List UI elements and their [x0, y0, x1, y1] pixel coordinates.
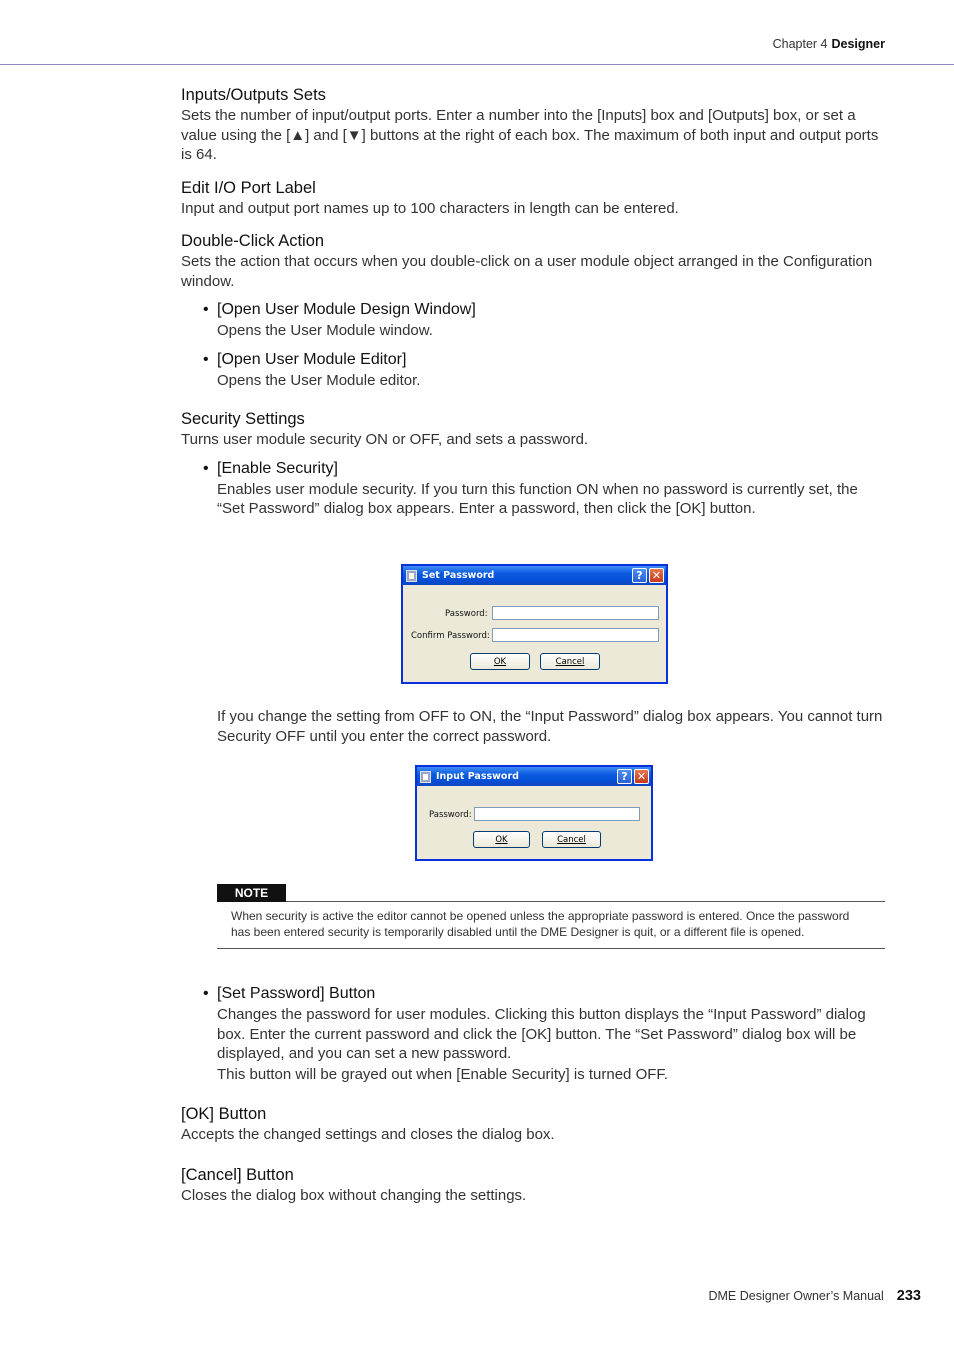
lower-content — [181, 983, 886, 1217]
note-badge: NOTE — [217, 884, 286, 902]
section-body: Input and output port names up to 100 characters in length can be entered. — [181, 199, 679, 217]
main-content — [181, 84, 886, 531]
cancel-button[interactable]: Cancel — [542, 831, 601, 848]
bullet-desc: Opens the User Module editor. — [217, 371, 421, 389]
manual-title: DME Designer Owner’s Manual — [708, 1289, 884, 1303]
bullet-title: • [Open User Module Editor] — [203, 349, 886, 370]
confirm-password-field[interactable] — [492, 628, 659, 642]
chapter-title: Designer — [831, 37, 885, 51]
section-title: [OK] Button — [181, 1105, 267, 1123]
note-text: When security is active the editor cannot be opened unless the appropriate password is entered. Once the password has been entered security is temporarily disabled until the DME Designer is quit, or a different file is opened. — [217, 902, 885, 949]
page-number: 233 — [896, 1288, 921, 1304]
bullet-title: • [Open User Module Design Window] — [203, 299, 886, 320]
section-body: Closes the dialog box without changing the settings. — [181, 1186, 527, 1204]
bullet-title: • [Set Password] Button — [203, 983, 886, 1004]
section-double-click — [181, 230, 886, 390]
section-title: Inputs/Outputs Sets — [181, 86, 326, 104]
dialog-titlebar — [417, 767, 651, 786]
input-password-dialog — [415, 765, 653, 861]
bullet-title: • [Enable Security] — [203, 458, 886, 479]
section-body: Turns user module security ON or OFF, and sets a password. — [181, 431, 589, 448]
section-ok-button — [181, 1103, 886, 1145]
section-title: [Cancel] Button — [181, 1165, 294, 1184]
section-edit-io-label — [181, 177, 886, 219]
section-io-sets — [181, 84, 886, 165]
dialog-titlebar — [403, 566, 666, 585]
ok-button[interactable]: OK — [470, 653, 530, 670]
section-body: Sets the number of input/output ports. Enter a number into the [Inputs] box and [Outputs] box, or set a value using the [▲] and [▼] buttons at the right of each box. The maximum of both input and output ports is 64. — [181, 107, 879, 163]
bullet-item — [203, 458, 886, 519]
page-header — [0, 0, 954, 65]
ok-button[interactable]: OK — [473, 831, 530, 848]
app-icon — [406, 570, 417, 582]
section-title: Security Settings — [181, 410, 305, 428]
bullet-desc-2: This button will be grayed out when [Enable Security] is turned OFF. — [217, 1065, 669, 1083]
close-icon[interactable]: ✕ — [634, 769, 649, 784]
help-icon[interactable]: ? — [617, 769, 632, 784]
running-header — [773, 37, 885, 51]
chapter-label: Chapter 4 — [772, 37, 828, 51]
section-cancel-button — [181, 1164, 886, 1206]
dialog-title: Input Password — [436, 771, 519, 782]
bullet-desc: Opens the User Module window. — [217, 322, 433, 339]
bullet-item — [203, 299, 886, 341]
password-field[interactable] — [492, 606, 659, 620]
section-body: Accepts the changed settings and closes the dialog box. — [181, 1126, 555, 1143]
set-password-dialog — [401, 564, 668, 684]
help-icon[interactable]: ? — [632, 568, 647, 583]
close-icon[interactable]: ✕ — [649, 568, 664, 583]
bullet-desc: Changes the password for user modules. Clicking this button displays the “Input Password” dialog box. Enter the current password and click the [OK] button. The “Set Password” dialog box will be displayed, and you can set a new password. — [217, 1006, 866, 1062]
enable-security-desc-2: If you change the setting from OFF to ON, the “Input Password” dialog box appears. You cannot turn Security OFF until you enter the correct password. — [217, 708, 883, 745]
password-field[interactable] — [474, 807, 640, 821]
confirm-password-label: Confirm Password: — [411, 631, 490, 641]
bullet-desc: Enables user module security. If you turn this function ON when no password is currently set, the “Set Password” dialog box appears. Enter a password, then click the [OK] button. — [217, 480, 858, 517]
section-title: Double-Click Action — [181, 232, 325, 250]
bullet-item — [203, 349, 886, 391]
dialog-title: Set Password — [422, 570, 495, 581]
cancel-button[interactable]: Cancel — [540, 653, 600, 670]
section-security — [181, 408, 886, 519]
password-label: Password: — [429, 810, 472, 820]
note-box — [217, 884, 885, 949]
section-title: Edit I/O Port Label — [181, 178, 316, 197]
app-icon — [420, 771, 431, 783]
section-body: Sets the action that occurs when you double-click on a user module object arranged in the Configuration window. — [181, 253, 873, 290]
page-footer — [708, 1288, 921, 1304]
bullet-item — [203, 983, 886, 1084]
password-label: Password: — [445, 609, 488, 619]
